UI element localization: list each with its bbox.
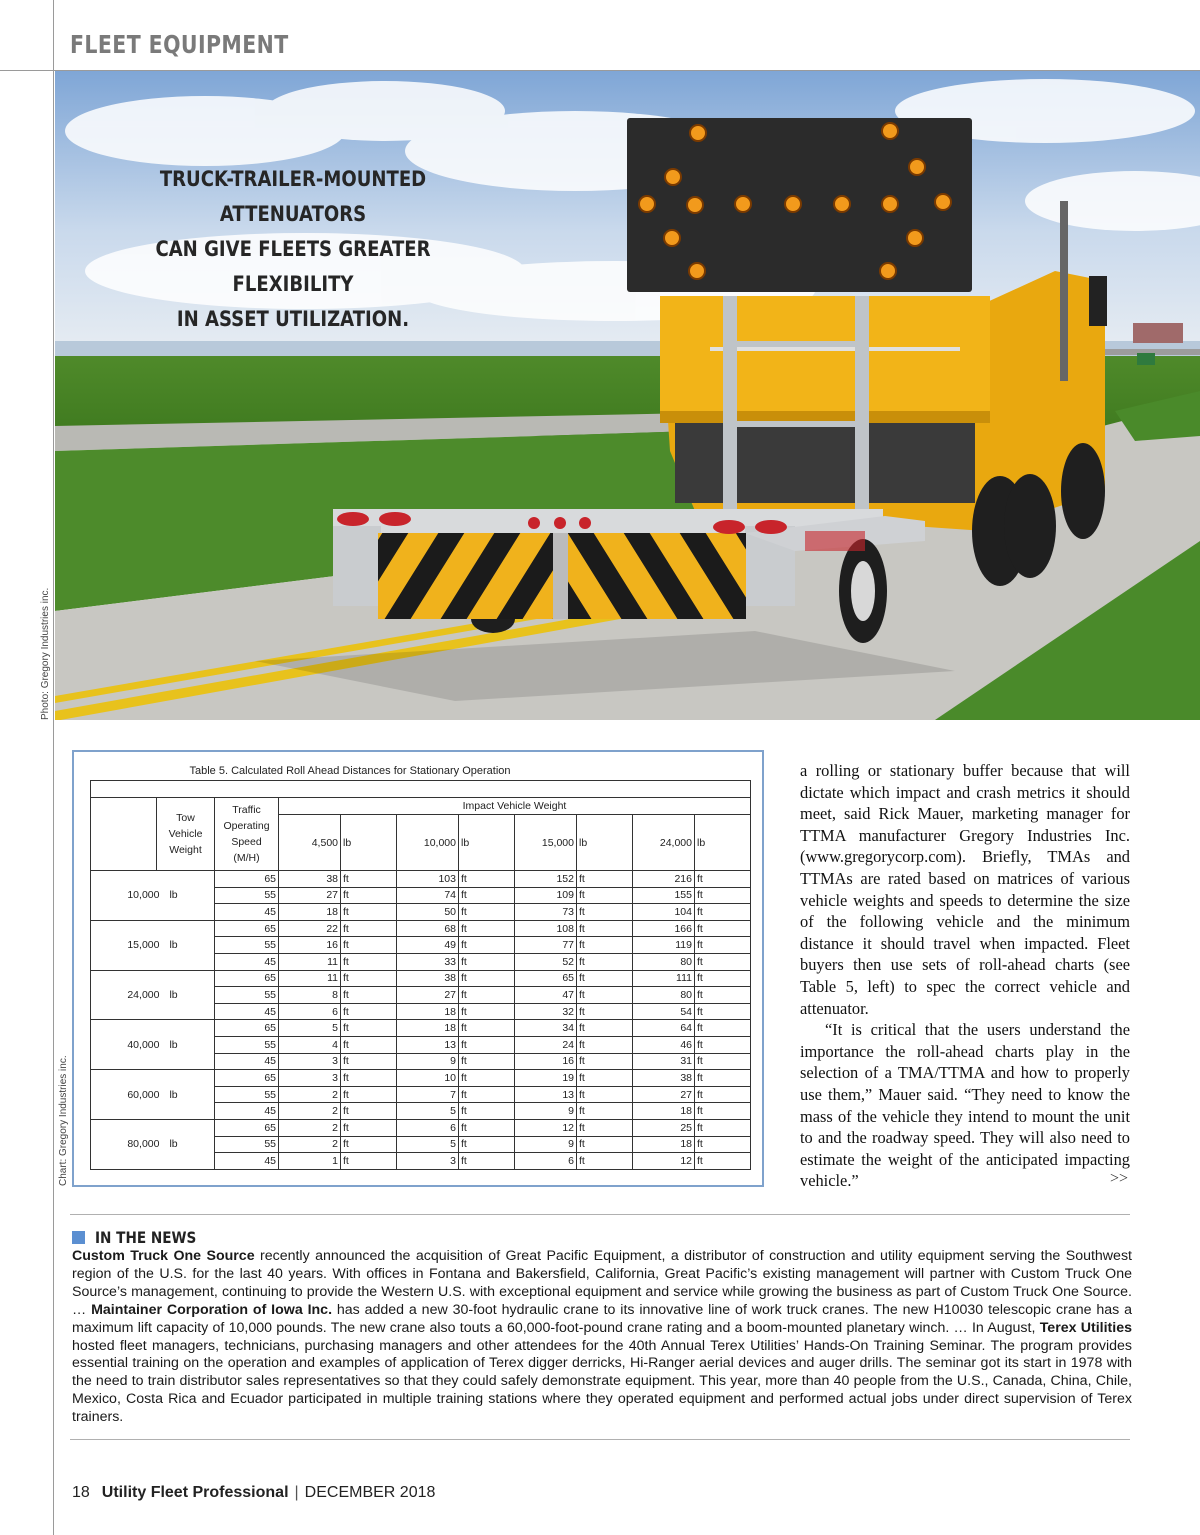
page-footer — [72, 1484, 435, 1502]
speed-value: 55 — [215, 1036, 279, 1053]
distance-value: 50 — [397, 904, 459, 921]
distance-unit: ft — [341, 953, 397, 970]
distance-value: 6 — [397, 1119, 459, 1136]
distance-value: 18 — [397, 1003, 459, 1020]
table-title: Table 5. Calculated Roll Ahead Distances for Stationary Operation — [189, 765, 511, 777]
speed-header — [215, 798, 279, 871]
table-row — [91, 871, 751, 888]
news-text: recently announced the acquisition of Great Pacific Equipment, a distributor of construction and utility equipment serving the Southwest region of the U.S. for the last 40 years. With offices in Fontana and Bakersfield, California, Great Pacific’s existing management will partner with Custom Truck One Source’s management, continuing to provide the Western U.S. with exceptional equipment and service while growing the business as part of Custom Truck One Source. … — [72, 1248, 1132, 1318]
distance-unit: ft — [341, 1153, 397, 1170]
distance-value: 27 — [279, 887, 341, 904]
distance-unit: ft — [459, 1119, 515, 1136]
distance-unit: ft — [341, 920, 397, 937]
distance-unit: ft — [695, 1003, 751, 1020]
tow-weight-unit: lb — [169, 1088, 178, 1101]
distance-value: 54 — [633, 1003, 695, 1020]
distance-unit: ft — [459, 1036, 515, 1053]
distance-value: 7 — [397, 1086, 459, 1103]
distance-unit: ft — [577, 1036, 633, 1053]
distance-value: 10 — [397, 1070, 459, 1087]
distance-value: 9 — [397, 1053, 459, 1070]
distance-value: 19 — [515, 1070, 577, 1087]
distance-unit: ft — [695, 1020, 751, 1037]
distance-unit: ft — [577, 1136, 633, 1153]
distance-unit: ft — [695, 987, 751, 1004]
news-square-icon — [72, 1231, 85, 1244]
distance-unit: ft — [341, 1136, 397, 1153]
news-heading — [72, 1228, 214, 1246]
caption-line: CAN GIVE FLEETS GREATER FLEXIBILITY — [155, 237, 431, 296]
distance-value: 111 — [633, 970, 695, 987]
speed-value: 45 — [215, 1003, 279, 1020]
news-bottom-rule — [70, 1439, 1130, 1440]
distance-value: 27 — [633, 1086, 695, 1103]
tow-weight-unit: lb — [169, 939, 178, 952]
speed-value: 55 — [215, 887, 279, 904]
distance-unit: ft — [459, 1070, 515, 1087]
roll-ahead-table — [90, 780, 751, 1170]
speed-value: 55 — [215, 1086, 279, 1103]
distance-unit: ft — [459, 953, 515, 970]
distance-value: 64 — [633, 1020, 695, 1037]
distance-unit: ft — [459, 1053, 515, 1070]
distance-unit: ft — [577, 1053, 633, 1070]
distance-value: 3 — [279, 1070, 341, 1087]
table-row — [91, 970, 751, 987]
distance-value: 104 — [633, 904, 695, 921]
photo-credit: Photo: Gregory Industries inc. — [40, 587, 51, 720]
news-title: IN THE NEWS — [95, 1227, 197, 1247]
roll-ahead-table-box — [72, 750, 764, 1187]
distance-value: 38 — [397, 970, 459, 987]
distance-unit: ft — [577, 1020, 633, 1037]
distance-unit: ft — [459, 1136, 515, 1153]
tow-weight-value: 40,000 — [127, 1038, 160, 1051]
distance-unit: ft — [341, 937, 397, 954]
distance-unit: ft — [341, 887, 397, 904]
distance-value: 166 — [633, 920, 695, 937]
tow-vehicle-weight — [91, 970, 215, 1020]
speed-value: 65 — [215, 1119, 279, 1136]
impact-weight-value: 24,000 — [633, 815, 695, 871]
distance-value: 49 — [397, 937, 459, 954]
distance-unit: ft — [695, 904, 751, 921]
distance-value: 12 — [515, 1119, 577, 1136]
table-row — [91, 920, 751, 937]
distance-unit: ft — [341, 1070, 397, 1087]
news-text: hosted fleet managers, technicians, purchasing managers and other attendees for the 40th Annual Terex Utilities’ Hands-On Training Seminar. The program provides essential training on the operation and examples of application of Terex digger derricks, Hi-Ranger aerial devices and auger drills. The seminar got its start in 1978 with the need to train distributor sales representatives so that they could safely demonstrate equipment. This year, more than 40 people from the U.S., Canada, China, Chile, Mexico, Costa Rica and Ecuador participated in multiple training stations where they operated equipment and performed actual jobs under direct supervision of Terex trainers. — [72, 1337, 1132, 1426]
distance-value: 1 — [279, 1153, 341, 1170]
caption-line: TRUCK-TRAILER-MOUNTED ATTENUATORS — [159, 167, 427, 226]
distance-value: 119 — [633, 937, 695, 954]
speed-value: 45 — [215, 1053, 279, 1070]
distance-value: 27 — [397, 987, 459, 1004]
tow-weight-header — [157, 798, 215, 871]
distance-unit: ft — [341, 1036, 397, 1053]
distance-value: 109 — [515, 887, 577, 904]
distance-value: 5 — [397, 1103, 459, 1120]
distance-value: 13 — [397, 1036, 459, 1053]
distance-value: 13 — [515, 1086, 577, 1103]
tow-vehicle-weight — [91, 920, 215, 970]
speed-value: 65 — [215, 920, 279, 937]
distance-value: 2 — [279, 1136, 341, 1153]
speed-value: 65 — [215, 871, 279, 888]
corner-cell — [91, 798, 157, 871]
distance-unit: ft — [695, 1119, 751, 1136]
distance-unit: ft — [459, 1003, 515, 1020]
distance-unit: ft — [695, 970, 751, 987]
distance-unit: ft — [341, 1119, 397, 1136]
distance-unit: ft — [459, 1103, 515, 1120]
distance-value: 2 — [279, 1103, 341, 1120]
distance-unit: ft — [577, 871, 633, 888]
distance-unit: ft — [695, 871, 751, 888]
distance-unit: ft — [577, 1070, 633, 1087]
distance-unit: ft — [459, 1153, 515, 1170]
tow-weight-unit: lb — [169, 988, 178, 1001]
distance-value: 18 — [633, 1103, 695, 1120]
distance-value: 16 — [515, 1053, 577, 1070]
left-margin-rule — [53, 0, 54, 1535]
distance-value: 8 — [279, 987, 341, 1004]
distance-value: 46 — [633, 1036, 695, 1053]
tow-weight-value: 24,000 — [127, 988, 160, 1001]
header-line: Traffic — [232, 804, 261, 816]
distance-unit: ft — [695, 920, 751, 937]
distance-unit: ft — [341, 987, 397, 1004]
impact-weight-value: 4,500 — [279, 815, 341, 871]
distance-value: 74 — [397, 887, 459, 904]
speed-value: 55 — [215, 937, 279, 954]
distance-value: 77 — [515, 937, 577, 954]
distance-value: 152 — [515, 871, 577, 888]
speed-value: 65 — [215, 1070, 279, 1087]
distance-unit: ft — [459, 970, 515, 987]
company-name: Custom Truck One Source — [72, 1248, 255, 1264]
distance-unit: ft — [577, 987, 633, 1004]
distance-unit: ft — [577, 920, 633, 937]
distance-unit: ft — [341, 1020, 397, 1037]
speed-value: 45 — [215, 904, 279, 921]
chart-credit: Chart: Gregory Industries inc. — [58, 1055, 69, 1186]
distance-unit: ft — [695, 1053, 751, 1070]
distance-value: 18 — [633, 1136, 695, 1153]
distance-value: 3 — [279, 1053, 341, 1070]
section-title: FLEET EQUIPMENT — [70, 30, 289, 59]
distance-value: 2 — [279, 1119, 341, 1136]
tow-weight-value: 15,000 — [127, 939, 160, 952]
tow-vehicle-weight — [91, 871, 215, 921]
page-number: 18 — [72, 1484, 90, 1501]
distance-unit: ft — [577, 970, 633, 987]
tow-vehicle-weight — [91, 1119, 215, 1169]
distance-unit: ft — [695, 937, 751, 954]
distance-value: 80 — [633, 987, 695, 1004]
distance-value: 11 — [279, 970, 341, 987]
tow-weight-unit: lb — [169, 1038, 178, 1051]
distance-value: 9 — [515, 1136, 577, 1153]
distance-value: 5 — [279, 1020, 341, 1037]
distance-value: 52 — [515, 953, 577, 970]
tow-weight-value: 80,000 — [127, 1138, 160, 1151]
distance-unit: ft — [459, 920, 515, 937]
table-row — [91, 1070, 751, 1087]
speed-value: 45 — [215, 1153, 279, 1170]
article-paragraph: a rolling or stationary buffer because that will dictate which impact and crash metrics it should meet, said Rick Mauer, marketing manager for TTMA manufacturer Gregory Industries Inc. (www.gregorycorp.com). Briefly, TMAs and TTMAs are rated based on matrices of various vehicle weights and speeds to determine the size of the following vehicle and the minimum distance it should travel when impacted. Fleet buyers then use sets of roll-ahead charts (see Table 5, left) to spec the correct vehicle and attenuator. — [800, 761, 1130, 1018]
distance-unit: ft — [341, 1086, 397, 1103]
tow-vehicle-weight — [91, 1070, 215, 1120]
news-top-rule — [70, 1214, 1130, 1215]
speed-value: 45 — [215, 953, 279, 970]
distance-value: 4 — [279, 1036, 341, 1053]
distance-value: 32 — [515, 1003, 577, 1020]
distance-unit: ft — [341, 1003, 397, 1020]
speed-value: 65 — [215, 1020, 279, 1037]
distance-unit: ft — [695, 953, 751, 970]
tow-weight-value: 10,000 — [127, 889, 160, 902]
distance-value: 65 — [515, 970, 577, 987]
impact-weight-header: Impact Vehicle Weight — [279, 798, 751, 815]
distance-value: 18 — [397, 1020, 459, 1037]
distance-value: 25 — [633, 1119, 695, 1136]
distance-value: 108 — [515, 920, 577, 937]
table-spacer-row — [91, 781, 751, 798]
distance-value: 38 — [633, 1070, 695, 1087]
impact-weight-unit: lb — [459, 815, 515, 871]
distance-unit: ft — [577, 953, 633, 970]
distance-unit: ft — [695, 1036, 751, 1053]
distance-unit: ft — [459, 1086, 515, 1103]
impact-weight-unit: lb — [341, 815, 397, 871]
distance-value: 6 — [515, 1153, 577, 1170]
distance-unit: ft — [577, 1003, 633, 1020]
footer-separator: | — [294, 1484, 299, 1501]
distance-value: 11 — [279, 953, 341, 970]
distance-value: 216 — [633, 871, 695, 888]
speed-value: 55 — [215, 987, 279, 1004]
impact-weight-value: 10,000 — [397, 815, 459, 871]
company-name: Maintainer Corporation of Iowa Inc. — [91, 1301, 333, 1318]
distance-unit: ft — [577, 1153, 633, 1170]
continued-marker: >> — [1110, 1170, 1129, 1187]
distance-value: 9 — [515, 1103, 577, 1120]
distance-value: 33 — [397, 953, 459, 970]
distance-value: 47 — [515, 987, 577, 1004]
magazine-name: Utility Fleet Professional — [101, 1484, 289, 1501]
distance-value: 2 — [279, 1086, 341, 1103]
distance-unit: ft — [459, 871, 515, 888]
distance-value: 24 — [515, 1036, 577, 1053]
impact-weight-value: 15,000 — [515, 815, 577, 871]
distance-value: 80 — [633, 953, 695, 970]
article-text — [800, 760, 1130, 1192]
distance-value: 6 — [279, 1003, 341, 1020]
distance-value: 103 — [397, 871, 459, 888]
distance-value: 38 — [279, 871, 341, 888]
news-body — [72, 1248, 1132, 1427]
distance-unit: ft — [577, 937, 633, 954]
tow-weight-unit: lb — [169, 889, 178, 902]
distance-unit: ft — [695, 887, 751, 904]
distance-value: 68 — [397, 920, 459, 937]
impact-weight-unit: lb — [695, 815, 751, 871]
news-text: has added a new 30-foot hydraulic crane to its innovative line of work truck cranes. The new H10030 telescopic crane has a maximum lift capacity of 10,000 pounds. The new crane also touts a 60,000-foot-pound crane rating and a boom-mounted planetary winch. … In August, — [72, 1301, 1132, 1336]
distance-unit: ft — [577, 904, 633, 921]
distance-unit: ft — [341, 871, 397, 888]
header-line: Operating — [223, 820, 270, 832]
distance-value: 12 — [633, 1153, 695, 1170]
table-row — [91, 1119, 751, 1136]
table-row — [91, 1020, 751, 1037]
distance-unit: ft — [577, 1103, 633, 1120]
distance-unit: ft — [577, 1086, 633, 1103]
distance-unit: ft — [341, 1103, 397, 1120]
distance-unit: ft — [577, 887, 633, 904]
article-paragraph: “It is critical that the users understand the importance the roll-ahead charts play in the selection of a TMA/TTMA and how to properly use them,” Mauer said. “They need to know the mass of the vehicle they intend to mount the unit to and the roadway speed. They will also need to estimate the weight of the anticipated impacting vehicle.” — [800, 1020, 1130, 1191]
distance-value: 34 — [515, 1020, 577, 1037]
distance-unit: ft — [695, 1153, 751, 1170]
photo-caption — [147, 162, 439, 337]
distance-unit: ft — [695, 1086, 751, 1103]
distance-unit: ft — [459, 987, 515, 1004]
distance-unit: ft — [459, 937, 515, 954]
distance-value: 155 — [633, 887, 695, 904]
impact-weight-unit: lb — [577, 815, 633, 871]
issue-date: DECEMBER 2018 — [304, 1484, 436, 1501]
header-line: (M/H) — [233, 852, 260, 864]
distance-unit: ft — [341, 1053, 397, 1070]
distance-unit: ft — [341, 904, 397, 921]
distance-value: 22 — [279, 920, 341, 937]
distance-value: 16 — [279, 937, 341, 954]
header-line: Weight — [169, 844, 202, 856]
tow-vehicle-weight — [91, 1020, 215, 1070]
distance-unit: ft — [695, 1103, 751, 1120]
distance-unit: ft — [341, 970, 397, 987]
distance-unit: ft — [577, 1119, 633, 1136]
distance-unit: ft — [459, 887, 515, 904]
distance-unit: ft — [459, 904, 515, 921]
header-line: Speed — [231, 836, 262, 848]
header-line: Vehicle — [168, 828, 203, 840]
speed-value: 65 — [215, 970, 279, 987]
distance-value: 5 — [397, 1136, 459, 1153]
header-line: Tow — [176, 812, 195, 824]
caption-line: IN ASSET UTILIZATION. — [176, 307, 410, 331]
tow-weight-unit: lb — [169, 1138, 178, 1151]
distance-value: 31 — [633, 1053, 695, 1070]
distance-unit: ft — [695, 1070, 751, 1087]
tow-weight-value: 60,000 — [127, 1088, 160, 1101]
distance-unit: ft — [695, 1136, 751, 1153]
speed-value: 45 — [215, 1103, 279, 1120]
distance-unit: ft — [459, 1020, 515, 1037]
distance-value: 3 — [397, 1153, 459, 1170]
company-name: Terex Utilities — [1039, 1319, 1132, 1336]
distance-value: 73 — [515, 904, 577, 921]
speed-value: 55 — [215, 1136, 279, 1153]
distance-value: 18 — [279, 904, 341, 921]
